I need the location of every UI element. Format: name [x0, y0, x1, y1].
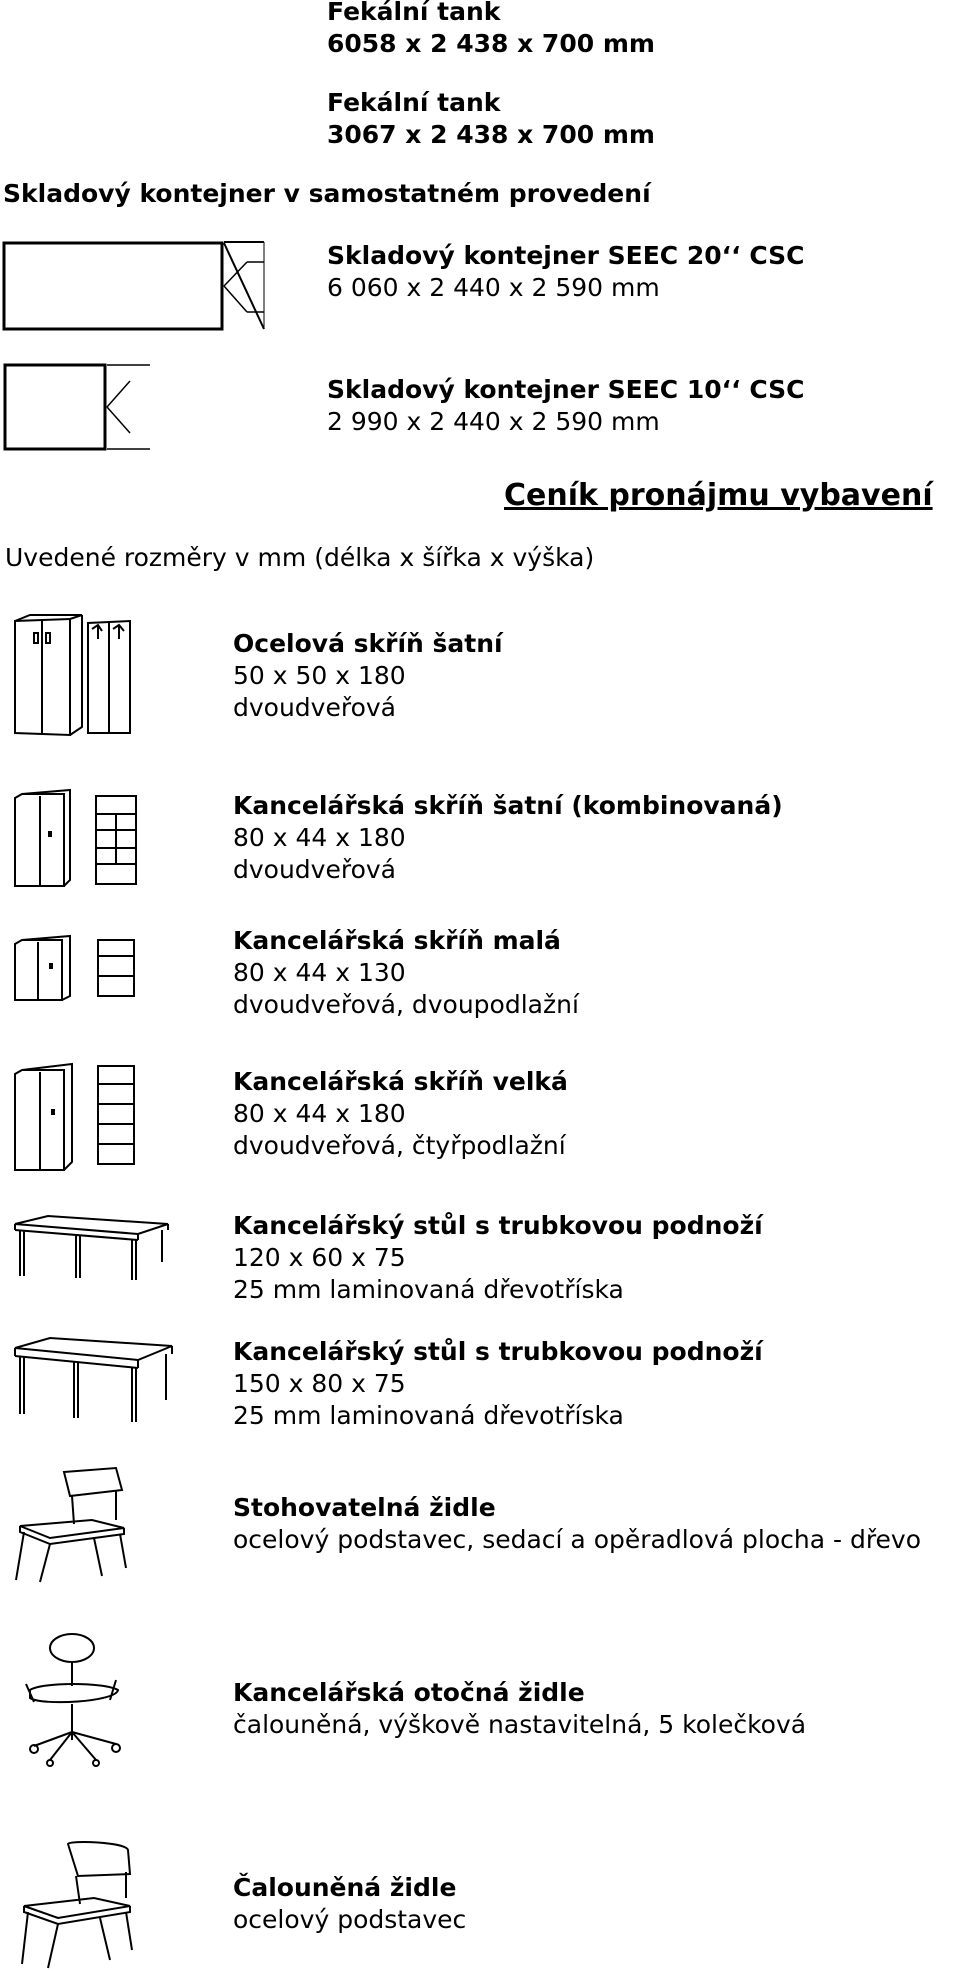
storage20-name: Skladový kontejner SEEC 20‘‘ CSC [327, 241, 805, 270]
item-dims: 150 x 80 x 75 [233, 1369, 406, 1398]
storage-section-title: Skladový kontejner v samostatném provedení [3, 179, 651, 208]
equipment-item [233, 925, 579, 1021]
equipment-item [233, 1872, 466, 1936]
equipment-item [233, 1210, 763, 1306]
item-detail: dvoudveřová, dvoupodlažní [233, 990, 579, 1019]
item-dims: čalouněná, výškově nastavitelná, 5 kolečková [233, 1710, 807, 1739]
item-name: Stohovatelná židle [233, 1493, 496, 1522]
equipment-item [233, 1677, 806, 1741]
item-detail: dvoudveřová, čtyřpodlažní [233, 1131, 566, 1160]
item-name: Kancelářský stůl s trubkovou podnoží [233, 1337, 763, 1366]
small-cabinet-icon [12, 936, 136, 1002]
combined-wardrobe-icon [12, 790, 140, 888]
swivel-chair-icon [12, 1632, 134, 1766]
item-dims: 80 x 44 x 180 [233, 823, 406, 852]
storage10-name: Skladový kontejner SEEC 10‘‘ CSC [327, 375, 805, 404]
item-name: Kancelářský stůl s trubkovou podnoží [233, 1211, 763, 1240]
equipment-item [233, 1336, 763, 1432]
container-10-icon [2, 361, 150, 451]
item-name: Čalouněná židle [233, 1873, 457, 1902]
item-dims: 80 x 44 x 130 [233, 958, 406, 987]
item-name: Kancelářská otočná židle [233, 1678, 585, 1707]
item-name: Kancelářská skříň malá [233, 926, 561, 955]
item-detail: dvoudveřová [233, 693, 396, 722]
storage10-dims: 2 990 x 2 440 x 2 590 mm [327, 407, 660, 436]
item-dims: 50 x 50 x 180 [233, 661, 406, 690]
equipment-title: Ceník pronájmu vybavení [504, 478, 933, 513]
equipment-item [233, 628, 503, 724]
steel-locker-icon [12, 613, 136, 737]
item-detail: dvoudveřová [233, 855, 396, 884]
storage20-dims: 6 060 x 2 440 x 2 590 mm [327, 273, 660, 302]
tank2-dims: 3067 x 2 438 x 700 mm [327, 120, 655, 149]
equipment-item [233, 1492, 921, 1556]
item-dims: ocelový podstavec, sedací a opěradlová plocha - dřevo [233, 1525, 922, 1554]
large-cabinet-icon [12, 1064, 136, 1172]
item-dims: 80 x 44 x 180 [233, 1099, 406, 1128]
item-detail: 25 mm laminovaná dřevotříska [233, 1275, 624, 1304]
item-dims: 120 x 60 x 75 [233, 1243, 406, 1272]
equipment-item [233, 1066, 568, 1162]
tank2-name: Fekální tank [327, 88, 501, 117]
tank1-name: Fekální tank [327, 0, 501, 26]
stackable-chair-icon [12, 1468, 128, 1584]
item-name: Ocelová skříň šatní [233, 629, 503, 658]
dimensions-note: Uvedené rozměry v mm (délka x šířka x výška) [5, 543, 595, 572]
item-dims: ocelový podstavec [233, 1905, 467, 1934]
office-desk-large-icon [12, 1338, 176, 1424]
office-desk-icon [12, 1216, 172, 1282]
item-name: Kancelářská skříň šatní (kombinovaná) [233, 791, 783, 820]
equipment-item [233, 790, 783, 886]
tank1-dims: 6058 x 2 438 x 700 mm [327, 29, 655, 58]
upholstered-chair-icon [18, 1840, 134, 1968]
item-detail: 25 mm laminovaná dřevotříska [233, 1401, 624, 1430]
container-20-icon [2, 240, 264, 332]
item-name: Kancelářská skříň velká [233, 1067, 568, 1096]
